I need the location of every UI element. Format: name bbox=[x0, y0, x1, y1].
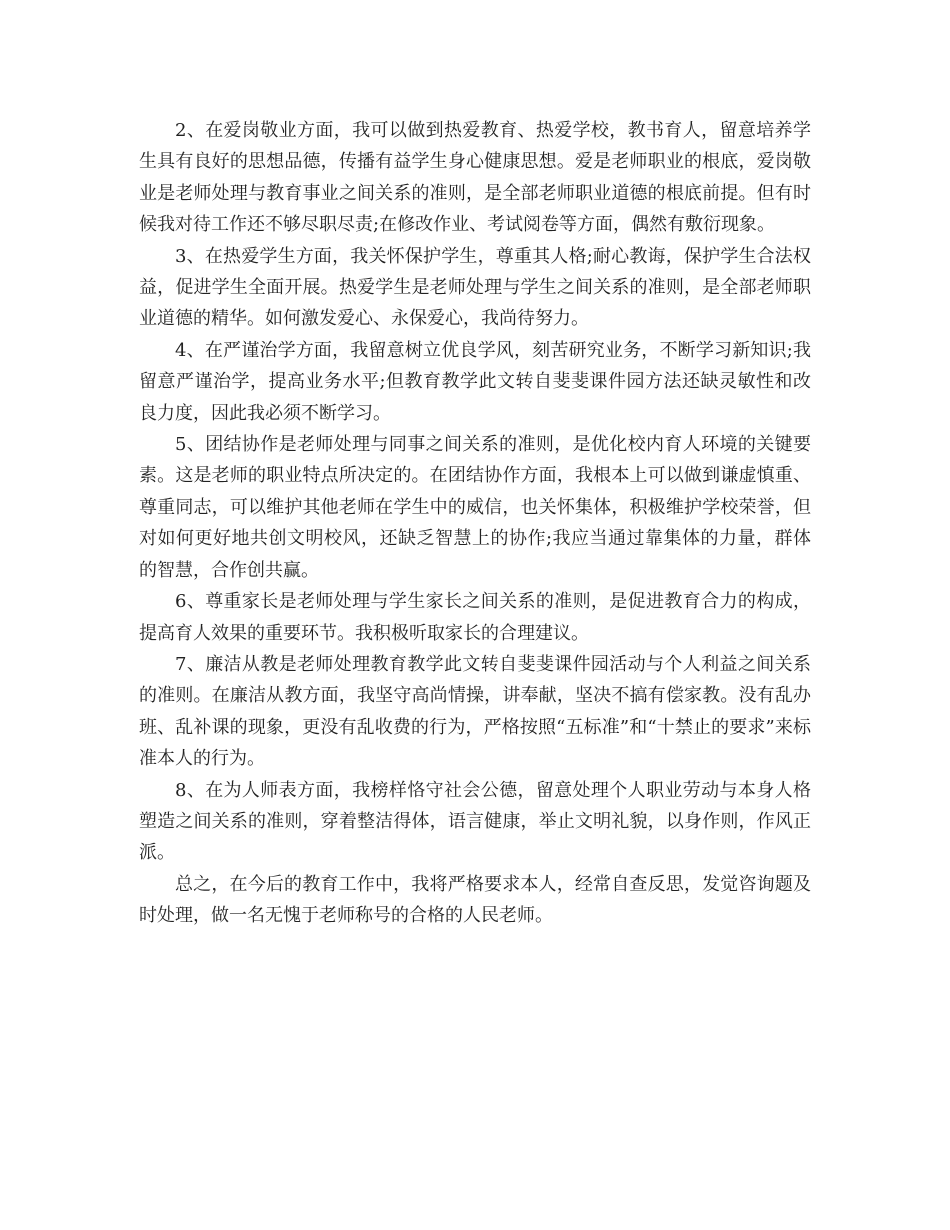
paragraph-7-integrity: 7、廉洁从教是老师处理教育教学此文转自斐斐课件园活动与个人利益之间关系的准则。在廉洁从教方面，我坚守高尚情操，讲奉献，坚决不搞有偿家教。没有乱办班、乱补课的现象，更没有乱收费的行为，严格按照“五标准”和“十禁止的要求”来标准本人的行为。 bbox=[139, 653, 811, 770]
paragraph-conclusion: 总之，在今后的教育工作中，我将严格要求本人，经常自查反思，发觉咨询题及时处理，做一名无愧于老师称号的合格的人民老师。 bbox=[139, 873, 811, 927]
paragraph-4-rigorous-study: 4、在严谨治学方面，我留意树立优良学风，刻苦研究业务，不断学习新知识;我留意严谨治学，提高业务水平;但教育教学此文转自斐斐课件园方法还缺灵敏性和改良力度，因此我必须不断学习。 bbox=[139, 339, 811, 424]
paragraph-6-respect-parents: 6、尊重家长是老师处理与学生家长之间关系的准则，是促进教育合力的构成，提高育人效果的重要环节。我积极听取家长的合理建议。 bbox=[139, 591, 811, 644]
paragraph-5-teamwork: 5、团结协作是老师处理与同事之间关系的准则，是优化校内育人环境的关键要素。这是老师的职业特点所决定的。在团结协作方面，我根本上可以做到谦虚慎重、尊重同志，可以维护其他老师在学生中的威信，也关怀集体，积极维护学校荣誉，但对如何更好地共创文明校风，还缺乏智慧上的协作;我应当通过靠集体的力量，群体的智慧，合作创共赢。 bbox=[139, 434, 811, 581]
paragraph-2-dedication: 2、在爱岗敬业方面，我可以做到热爱教育、热爱学校，教书育人，留意培养学生具有良好的思想品德，传播有益学生身心健康思想。爱是老师职业的根底，爱岗敬业是老师处理与教育事业之间关系的准则，是全部老师职业道德的根底前提。但有时候我对待工作还不够尽职尽责;在修改作业、考试阅卷等方面，偶然有敷衍现象。 bbox=[139, 120, 811, 236]
paragraph-3-caring-students: 3、在热爱学生方面，我关怀保护学生，尊重其人格;耐心教诲，保护学生合法权益，促进学生全面开展。热爱学生是老师处理与学生之间关系的准则，是全部老师职业道德的精华。如何激发爱心、永保爱心，我尚待努力。 bbox=[139, 245, 811, 330]
document-body bbox=[139, 115, 811, 932]
paragraph-8-role-model: 8、在为人师表方面，我榜样恪守社会公德，留意处理个人职业劳动与本身人格塑造之间关系的准则，穿着整洁得体，语言健康，举止文明礼貌，以身作则，作风正派。 bbox=[139, 779, 811, 864]
